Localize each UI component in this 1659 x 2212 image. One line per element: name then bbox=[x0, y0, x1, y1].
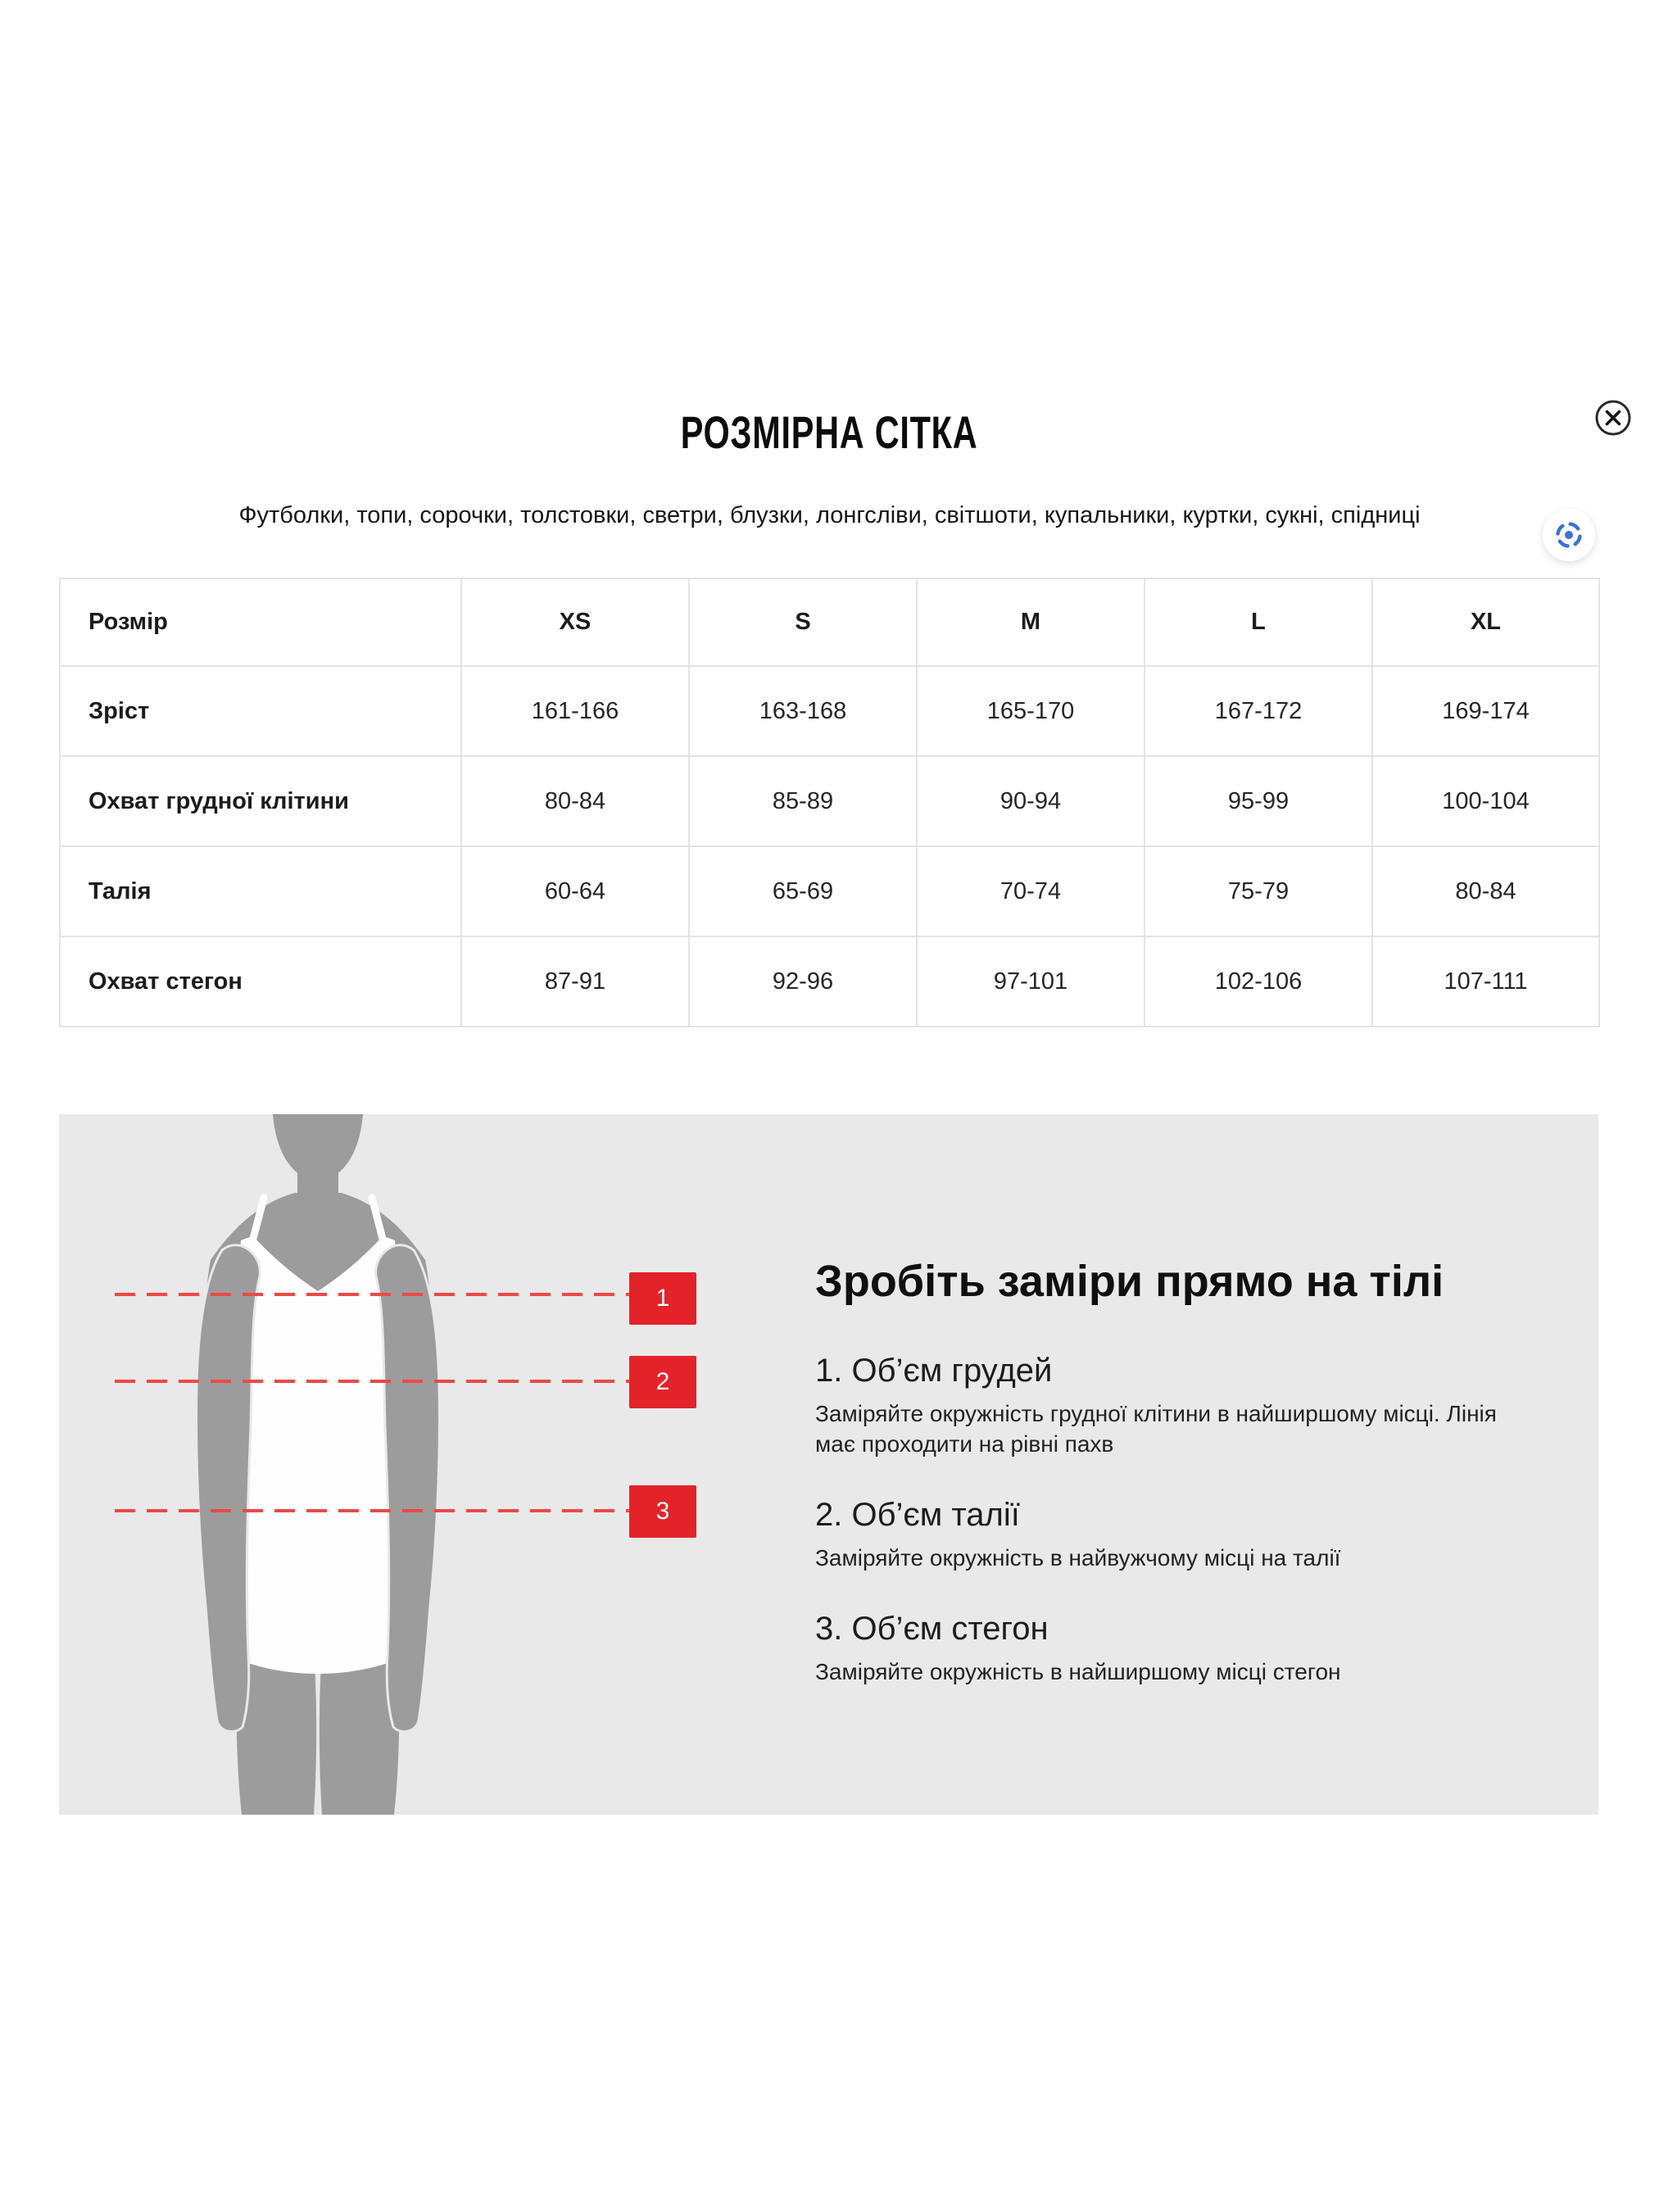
image-search-button[interactable] bbox=[1543, 509, 1595, 561]
guide-section-description: Заміряйте окружність грудної клітини в найширшому місці. Лінія має проходити на рівні пахв bbox=[815, 1401, 1497, 1457]
guide-section-hips bbox=[815, 1609, 1520, 1687]
table-cell: 65-69 bbox=[689, 846, 917, 936]
column-header: M bbox=[917, 578, 1145, 666]
guide-section-title: 3. Об’єм стегон bbox=[815, 1611, 1049, 1647]
table-row bbox=[60, 936, 1599, 1027]
row-label: Зріст bbox=[60, 666, 461, 756]
guide-section-title: 2. Об’єм талії bbox=[815, 1497, 1020, 1533]
table-row bbox=[60, 846, 1599, 936]
guide-section-waist bbox=[815, 1495, 1520, 1573]
measure-line-3 bbox=[115, 1509, 629, 1512]
measurement-panel bbox=[59, 1114, 1598, 1815]
guide-section-description: Заміряйте окружність в найвужчому місці на талії bbox=[815, 1545, 1341, 1571]
table-cell: 163-168 bbox=[689, 666, 917, 756]
page-title: РОЗМІРНА СІТКА bbox=[681, 406, 978, 458]
table-cell: 95-99 bbox=[1145, 756, 1372, 846]
size-table bbox=[59, 578, 1600, 1027]
measure-marker-2: 2 bbox=[629, 1356, 696, 1408]
table-cell: 169-174 bbox=[1372, 666, 1599, 756]
table-cell: 165-170 bbox=[917, 666, 1145, 756]
guide-section-description: Заміряйте окружність в найширшому місці стегон bbox=[815, 1659, 1341, 1684]
column-header: XL bbox=[1372, 578, 1599, 666]
table-cell: 100-104 bbox=[1372, 756, 1599, 846]
column-header: Розмір bbox=[60, 578, 461, 666]
table-cell: 92-96 bbox=[689, 936, 917, 1027]
measure-line-2 bbox=[115, 1380, 629, 1383]
image-search-icon bbox=[1552, 519, 1585, 551]
table-header-row bbox=[60, 578, 1599, 666]
table-cell: 70-74 bbox=[917, 846, 1145, 936]
table-row bbox=[60, 666, 1599, 756]
measure-line-1 bbox=[115, 1293, 629, 1296]
measure-marker-3: 3 bbox=[629, 1485, 696, 1538]
guide-heading: Зробіть заміри прямо на тілі bbox=[815, 1257, 1444, 1306]
guide-section-title: 1. Об’єм грудей bbox=[815, 1353, 1053, 1389]
column-header: S bbox=[689, 578, 917, 666]
table-cell: 80-84 bbox=[1372, 846, 1599, 936]
table-cell: 60-64 bbox=[461, 846, 689, 936]
column-header: L bbox=[1145, 578, 1372, 666]
category-subtitle: Футболки, топи, сорочки, толстовки, светри, блузки, лонгсліви, світшоти, купальники, куртки, сукні, спідниці bbox=[238, 502, 1421, 528]
row-label: Охват стегон bbox=[60, 936, 461, 1027]
row-label: Талія bbox=[60, 846, 461, 936]
table-cell: 87-91 bbox=[461, 936, 689, 1027]
table-cell: 90-94 bbox=[917, 756, 1145, 846]
row-label: Охват грудної клітини bbox=[60, 756, 461, 846]
table-cell: 97-101 bbox=[917, 936, 1145, 1027]
table-cell: 102-106 bbox=[1145, 936, 1372, 1027]
column-header: XS bbox=[461, 578, 689, 666]
table-cell: 85-89 bbox=[689, 756, 917, 846]
table-cell: 161-166 bbox=[461, 666, 689, 756]
table-cell: 107-111 bbox=[1372, 936, 1599, 1027]
table-cell: 80-84 bbox=[461, 756, 689, 846]
table-cell: 75-79 bbox=[1145, 846, 1372, 936]
body-silhouette-figure bbox=[82, 1114, 492, 1815]
measure-guide-text bbox=[815, 1258, 1520, 1723]
guide-section-chest bbox=[815, 1351, 1520, 1459]
table-row bbox=[60, 756, 1599, 846]
table-cell: 167-172 bbox=[1145, 666, 1372, 756]
measure-marker-1: 1 bbox=[629, 1272, 696, 1325]
